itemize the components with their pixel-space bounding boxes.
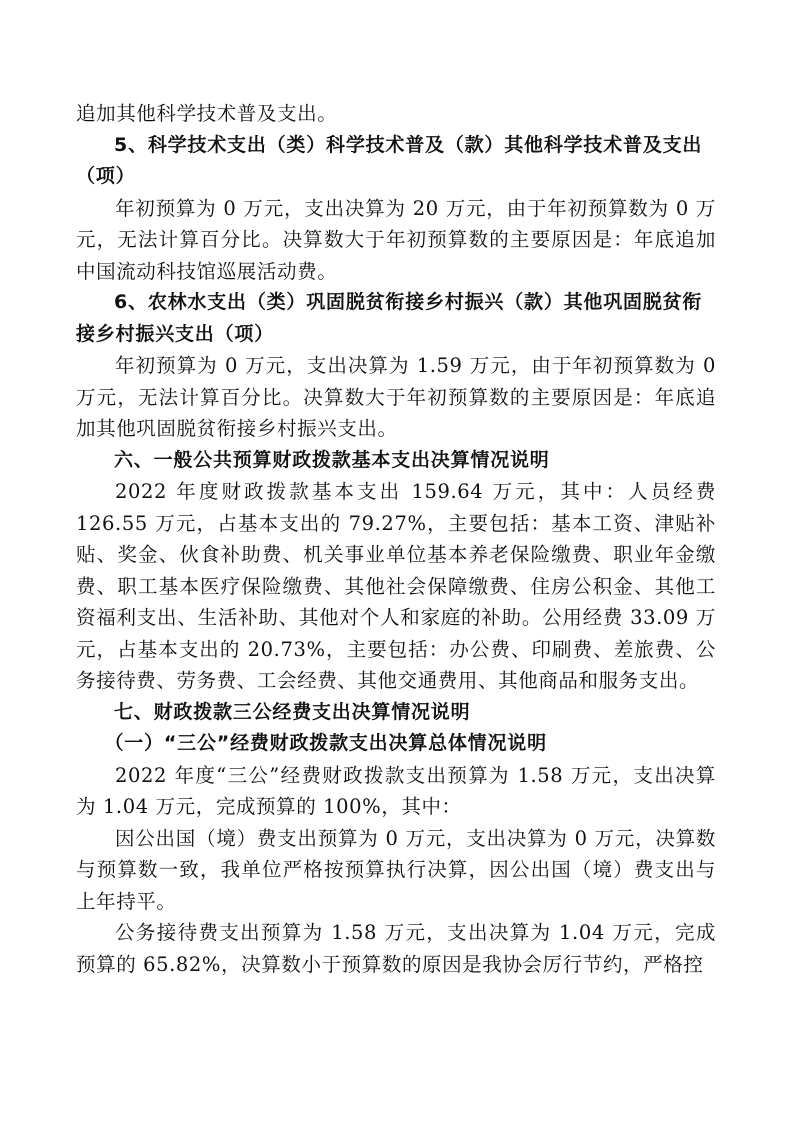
paragraph-rural-revitalization: 年初预算为 0 万元，支出决算为 1.59 万元，由于年初预算数为 0 万元，无法计算百分比。决算数大于年初预算数的主要原因是：年底追加其他巩固脱贫衔接乡村振兴支出。 (76, 354, 716, 440)
section-heading-basic-expenditure: 六、一般公共预算财政拨款基本支出决算情况说明 (114, 448, 550, 471)
section-heading-rural-revitalization: 6、农林水支出（类）巩固脱贫衔接乡村振兴（款）其他巩固脱贫衔接乡村振兴支出（项） (76, 291, 703, 345)
paragraph-official-reception: 公务接待费支出预算为 1.58 万元，支出决算为 1.04 万元，完成预算的 65.82%，决算数小于预算数的原因是我协会厉行节约，严格控 (76, 921, 716, 976)
paragraph-science-popularization: 年初预算为 0 万元，支出决算为 20 万元，由于年初预算数为 0 万元，无法计算百分比。决算数大于年初预算数的主要原因是：年底追加中国流动科技馆巡展活动费。 (76, 196, 716, 283)
paragraph-three-public-overall: 2022 年度“三公”经费财政拨款支出预算为 1.58 万元，支出决算为 1.04 万元，完成预算的 100%，其中： (76, 763, 716, 818)
paragraph-overseas-travel: 因公出国（境）费支出预算为 0 万元，支出决算为 0 万元，决算数与预算数一致，我单位严格按预算执行决算，因公出国（境）费支出与上年持平。 (76, 826, 716, 913)
section-heading-three-public-expenses: 七、财政拨款三公经费支出决算情况说明 (114, 700, 471, 723)
paragraph-basic-expenditure: 2022 年度财政拨款基本支出 159.64 万元，其中：人员经费 126.55 万元，占基本支出的 79.27%，主要包括：基本工资、津贴补贴、奖金、伙食补助费、机关事业单位基本养老保险缴费、职业年金缴费、职工基本医疗保险缴费、其他社会保障缴费、住房公积金、其他工资福利支出、生活补助、其他对个人和家庭的补助。公用经费 33.09 万元，占基本支出的 20.73%，主要包括：办公费、印刷费、差旅费、公务接待费、劳务费、工会经费、其他交通费用、其他商品和服务支出。 (76, 480, 716, 692)
paragraph-continuation: 追加其他科学技术普及支出。 (76, 102, 338, 125)
section-heading-science-popularization: 5、科学技术支出（类）科学技术普及（款）其他科学技术普及支出（项） (76, 133, 703, 187)
subsection-heading-three-public-overall: （一）“三公”经费财政拨款支出决算总体情况说明 (104, 732, 547, 754)
document-page (76, 98, 716, 980)
